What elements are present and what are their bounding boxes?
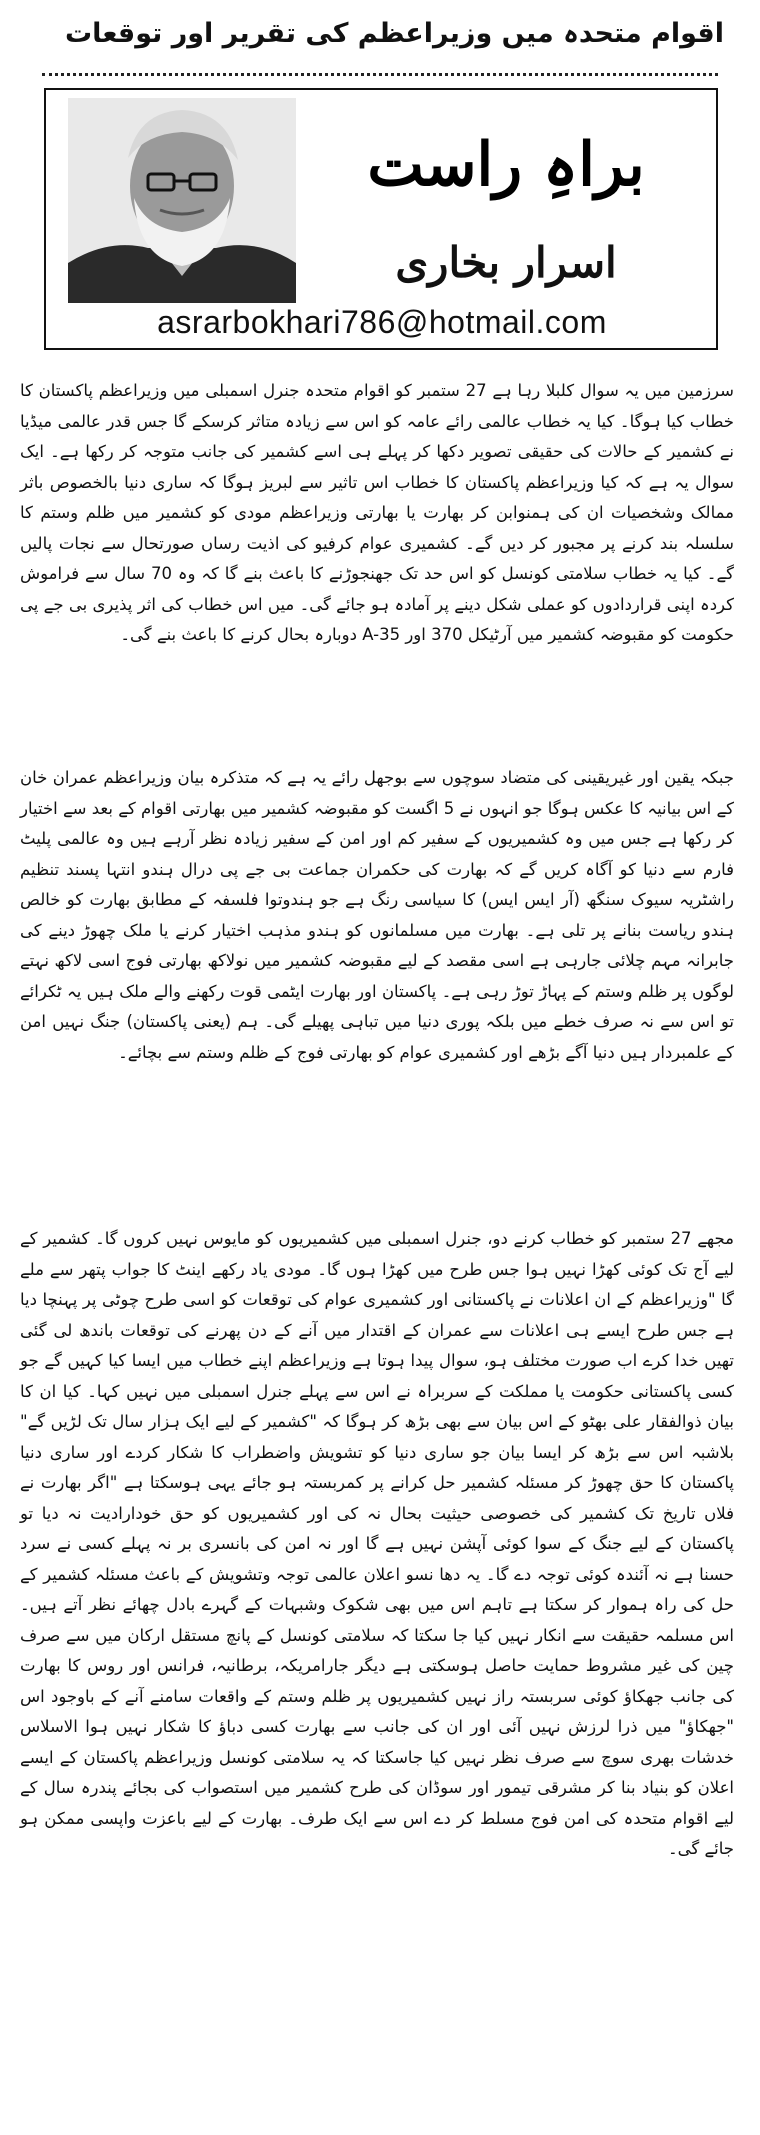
author-portrait [68,98,296,303]
article-headline: اقوام متحدہ میں وزیراعظم کی تقریر اور توقعات [65,18,724,49]
author-name: اسرار بخاری [395,238,617,287]
column-name: براہِ راست [367,130,645,200]
article-paragraph: جبکہ یقین اور غیریقینی کی متضاد سوچوں سے بوجھل رائے یہ ہے کہ متذکرہ بیان وزیراعظم عمران خان کے اس بیانیہ کا عکس ہوگا جو انہوں نے 5 اگست کو مقبوضہ کشمیر میں بھارتی اقوام کے بعد سے اختیار کر رکھا ہے جس میں وہ کشمیریوں کے سفیر کم اور امن کے سفیر زیادہ نظر آرہے ہیں وہ عالمی پلیٹ فارم سے دنیا کو آگاہ کریں گے کہ بھارت کی حکمران جماعت بی جے پی درال ہندو انتہا پسند تنظیم راشٹریہ سیوک سنگھ (آر ایس ایس) کا سیاسی رنگ ہے جو ہندوتوا فلسفہ کے مطابق بھارت کو خالص ہندو ریاست بنانے پر تلی ہے۔ بھارت میں مسلمانوں کو ہندو مذہب اختیار کرنے یا ملک چھوڑ دینے کی جابرانہ مہم چلائی جارہی ہے اسی مقصد کے لیے مقبوضہ کشمیر میں نولاکھ بھارتی فوج اسی لاکھ نہتے لوگوں پر ظلم وستم کے پہاڑ توڑ رہی ہے۔ پاکستان اور بھارت ایٹمی قوت رکھنے والے ملک ہیں یہ ٹکرائے تو اس سے نہ صرف خطے میں بلکہ پوری دنیا میں تباہی پھیلے گی۔ ہم (یعنی پاکستان) جنگ نہیں امن کے علمبردار ہیں دنیا آگے بڑھے اور کشمیری عوام کو بھارتی فوج کے ظلم وستم سے بچائے۔ [20,768,734,1062]
article-paragraph: سرزمین میں یہ سوال کلبلا رہا ہے 27 ستمبر کو اقوام متحدہ جنرل اسمبلی میں وزیراعظم پاکستان کا خطاب کیا ہوگا۔ کیا یہ خطاب عالمی رائے عامہ کو اس سے زیادہ متاثر کرسکے گا جس قدر عالمی میڈیا نے کشمیر کے حالات کی حقیقی تصویر دکھا کر پہلے ہی اسے کشمیر کی جانب متوجہ کر رکھا ہے۔ ایک سوال یہ ہے کہ کیا وزیراعظم پاکستان کا خطاب اس تاثیر سے لبریز ہوگا کہ ساری دنیا بالخصوص باثر ممالک وشخصیات ان کی ہمنوابن کر بھارت یا بھارتی وزیراعظم مودی کو کشمیر میں ظلم وستم کا سلسلہ بند کرنے پر مجبور کر دیں گے۔ کشمیری عوام کرفیو کی اذیت رساں صورتحال سے نجات پالیں گے۔ کیا یہ خطاب سلامتی کونسل کو اس حد تک جھنجوڑنے کا باعث بنے گا کہ وہ 70 سال سے فراموش کردہ اپنی قراردادوں کو عملی شکل دینے پر آمادہ ہو جائے گی۔ میں اس خطاب کی اثر پذیری بی جے پی حکومت کو مقبوضہ کشمیر میں آرٹیکل 370 اور A-35 دوبارہ بحال کرنے کا باعث بنے گی۔ [20,381,734,644]
column-header-box [44,88,718,350]
author-email: asrarbokhari786@hotmail.com [157,304,607,340]
headline-divider [42,73,718,76]
article-paragraph: مجھے 27 ستمبر کو خطاب کرنے دو، جنرل اسمبلی میں کشمیریوں کو مایوس نہیں کروں گا۔ کشمیر کے لیے آج تک کوئی کھڑا نہیں ہوا جس طرح میں کھڑا ہوں گا۔ مودی یاد رکھے اینٹ کا جواب پتھر سے ملے گا "وزیراعظم کے ان اعلانات نے پاکستانی اور کشمیری عوام کی توقعات کو اسی طرح چوٹی پر پہنچا دیا ہے جس طرح ایسے ہی اعلانات سے عمران کے اقتدار میں آنے کے دن پھرنے کی توقعات باندھ لی گئی تھیں خدا کرے اب صورت مختلف ہو، سوال پیدا ہوتا ہے وزیراعظم اپنے خطاب میں ایسا کیا کہیں گے جو کسی پاکستانی حکومت یا مملکت کے سربراہ نے اس سے پہلے جنرل اسمبلی میں نہیں کہا۔ کیا ان کا بیان ذوالفقار علی بھٹو کے اس بیان سے بھی بڑھ کر ہوگا کہ "کشمیر کے لیے ایک ہزار سال تک لڑیں گے" بلاشبہ اس سے بڑھ کر ایسا بیان جو ساری دنیا کو تشویش واضطراب کا شکار کردے اور ساری دنیا پاکستان کا حق چھوڑ کر مسئلہ کشمیر حل کرانے پر کمربستہ ہو جائے یہی ہوسکتا ہے "اگر بھارت نے فلاں تاریخ تک کشمیر کی خصوصی حیثیت بحال نہ کی اور کشمیریوں کو حق خودارادیت نہ دیا تو پاکستان کے لیے جنگ کے سوا کوئی آپشن نہیں ہے گا اور نہ امن کی بانسری بر نہ پہلے کسی نے سرد حسنا ہے نہ آئندہ کوئی توجہ دے گا۔ یہ دھا نسو اعلان عالمی توجہ وتشویش کے باعث مسئلہ کشمیر کے حل کی راہ ہموار کر سکتا ہے تاہم اس میں بھی شکوک وشبہات کے گہرے بادل چھائے نظر آتے ہیں۔ اس مسلمہ حقیقت سے انکار نہیں کیا جا سکتا کہ سلامتی کونسل کے پانچ مستقل ارکان میں سے صرف چین کی غیر مشروط حمایت حاصل ہوسکتی ہے دیگر جارامریکہ، برطانیہ، فرانس اور روس کا بھارت کی جانب جھکاؤ کوئی سربستہ راز نہیں کشمیریوں پر ظلم وستم کے واقعات سامنے آنے کے باوجود اس "جھکاؤ" میں ذرا لرزش نہیں آئی اور ان کی جانب سے بھارت کسی دباؤ کا شکار نہیں ہوا الاسلاس خدشات بھری سوچ سے صرف نظر نہیں کیا جاسکتا کہ یہ سلامتی کونسل وزیراعظم پاکستان کے ایسے اعلان کو بنیاد بنا کر مشرقی تیمور اور سوڈان کی طرح کشمیر میں استصواب کی بجائے پندرہ سال کے لیے اقوام متحدہ کی امن فوج مسلط کر دے اس سے ایک طرف۔ بھارت کے لیے باعزت واپسی ممکن ہو جائے گی۔ [20,1229,734,1858]
